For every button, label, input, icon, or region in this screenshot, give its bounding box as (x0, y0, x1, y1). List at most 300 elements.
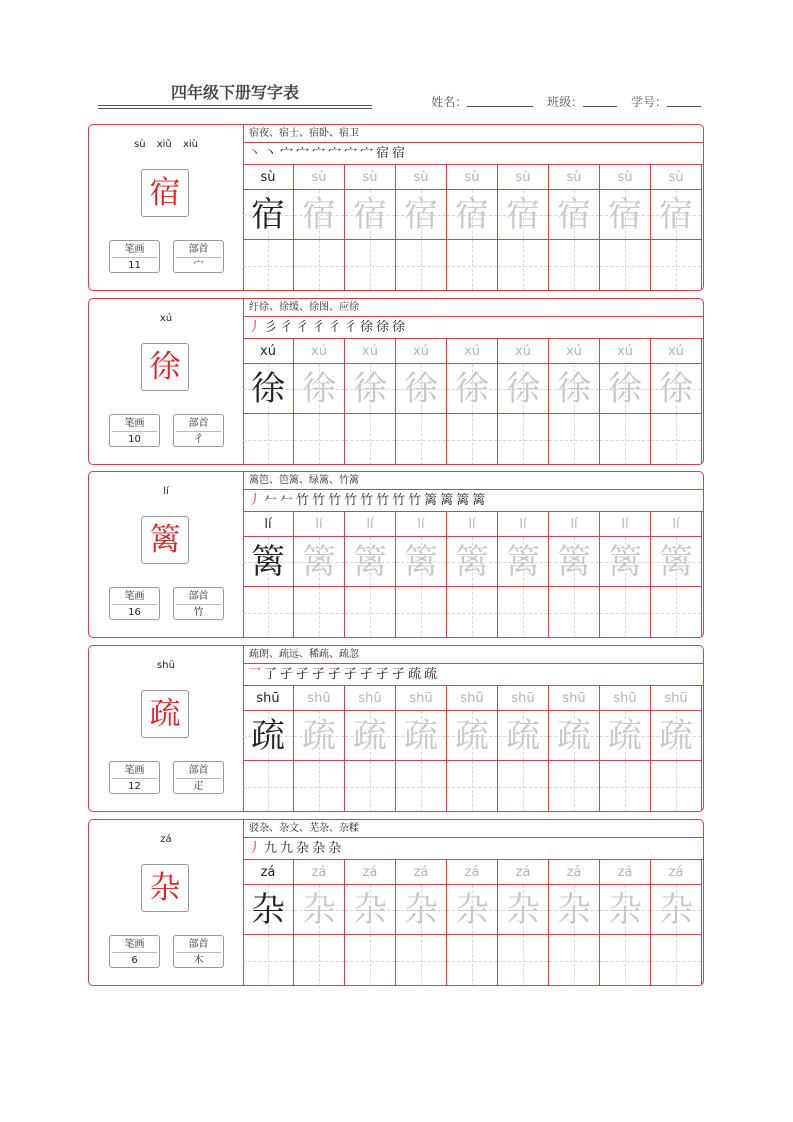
tracing-character: 篱 (608, 542, 642, 582)
tracing-cell[interactable] (345, 711, 396, 761)
writing-cell[interactable] (294, 587, 345, 638)
tracing-character: 篱 (506, 542, 540, 582)
example-words: 宿夜、宿士、宿卧、宿卫 (243, 125, 704, 143)
stroke-order-step: 宀 (280, 146, 294, 161)
tracing-cell[interactable] (600, 885, 651, 935)
tracing-character: 徐 (251, 369, 285, 409)
tracing-cell[interactable] (498, 190, 549, 240)
pinyin-cell[interactable] (294, 339, 345, 364)
character-card (88, 298, 704, 465)
pinyin-text: sù (668, 170, 684, 185)
writing-cell[interactable] (498, 935, 549, 986)
tracing-cell[interactable] (651, 364, 702, 414)
pinyin-cell[interactable] (549, 165, 600, 190)
stroke-count-label: 笔画 (124, 244, 145, 255)
tracing-cell[interactable] (294, 364, 345, 414)
pinyin-text: lí (621, 517, 629, 532)
stroke-order-step: 徐 (376, 320, 390, 335)
stroke-count-value: 12 (128, 781, 141, 792)
character-info-panel (89, 472, 244, 637)
pinyin-text: lí (264, 517, 272, 532)
tracing-character: 疏 (659, 716, 693, 756)
writing-cell[interactable] (294, 240, 345, 291)
writing-cell[interactable] (447, 414, 498, 465)
tracing-cell[interactable] (549, 190, 600, 240)
model-character: 宿 (141, 169, 189, 217)
tracing-cell[interactable] (447, 537, 498, 587)
pinyin-cell[interactable] (396, 339, 447, 364)
pinyin-cell[interactable] (651, 860, 702, 885)
pinyin-text: shū (460, 691, 484, 706)
tracing-cell[interactable] (345, 190, 396, 240)
writing-cell[interactable] (396, 587, 447, 638)
stroke-order-step: 乛 (248, 667, 262, 682)
tracing-character: 徐 (455, 369, 489, 409)
pinyin-text: shū (613, 691, 637, 706)
stroke-count-value: 11 (128, 260, 141, 271)
pinyin-text: zá (464, 865, 480, 880)
writing-cell[interactable] (600, 935, 651, 986)
tracing-cell[interactable] (447, 711, 498, 761)
pinyin-cell[interactable] (651, 512, 702, 537)
pinyin-cell[interactable] (396, 512, 447, 537)
writing-cell[interactable] (447, 240, 498, 291)
tracing-character: 杂 (506, 890, 540, 930)
pinyin-text: sù (617, 170, 633, 185)
character-info-panel (89, 299, 244, 464)
pinyin-readings: shū (157, 660, 175, 671)
stroke-order-row (243, 490, 704, 512)
title-underline (98, 105, 372, 106)
tracing-cell[interactable] (294, 885, 345, 935)
stroke-order-step: 彳 (344, 320, 358, 335)
tracing-cell[interactable] (396, 190, 447, 240)
page-title (98, 82, 372, 110)
tracing-cell[interactable] (600, 711, 651, 761)
stroke-order-step: 九 (264, 841, 278, 856)
pinyin-cell[interactable] (243, 165, 294, 190)
pinyin-cell[interactable] (447, 165, 498, 190)
writing-cell[interactable] (294, 414, 345, 465)
practice-panel (243, 125, 704, 290)
example-words: 纡徐、徐缓、徐图、应徐 (243, 299, 704, 317)
tracing-character: 宿 (557, 195, 591, 235)
stroke-order-row (243, 143, 704, 165)
tracing-cell[interactable] (243, 190, 294, 240)
model-character: 徐 (141, 343, 189, 391)
pinyin-text: lí (570, 517, 578, 532)
stroke-order-step: 丿 (248, 841, 262, 856)
pinyin-cell[interactable] (651, 165, 702, 190)
tracing-cell[interactable] (345, 885, 396, 935)
radical-box (173, 587, 224, 620)
writing-cell[interactable] (600, 761, 651, 812)
tracing-character: 杂 (557, 890, 591, 930)
stroke-order-step: 疏 (408, 667, 422, 682)
tracing-character: 宿 (506, 195, 540, 235)
stroke-count-value: 6 (131, 955, 138, 966)
stroke-order-step: 九 (280, 841, 294, 856)
pinyin-text: lí (519, 517, 527, 532)
stroke-order-step: 彳 (312, 320, 326, 335)
tracing-character: 疏 (251, 716, 285, 756)
tracing-character: 篱 (659, 542, 693, 582)
tracing-character: 篱 (404, 542, 438, 582)
pinyin-cell[interactable] (447, 339, 498, 364)
pinyin-cell[interactable] (549, 860, 600, 885)
class-field[interactable] (583, 96, 617, 107)
writing-cell[interactable] (600, 414, 651, 465)
pinyin-cell[interactable] (600, 512, 651, 537)
radical-value: 宀 (193, 260, 204, 271)
tracing-character: 疏 (506, 716, 540, 756)
tracing-character: 篱 (302, 542, 336, 582)
writing-cell[interactable] (651, 240, 702, 291)
radical-label: 部首 (188, 418, 209, 429)
stroke-order-step: 孑 (376, 667, 390, 682)
pinyin-cell[interactable] (498, 165, 549, 190)
pinyin-text: lí (468, 517, 476, 532)
tracing-cell[interactable] (243, 364, 294, 414)
pinyin-text: sù (566, 170, 582, 185)
pinyin-cell[interactable] (498, 686, 549, 711)
tracing-cell[interactable] (396, 711, 447, 761)
stroke-order-step: 宀 (296, 146, 310, 161)
tracing-character: 篱 (353, 542, 387, 582)
writing-cell[interactable] (498, 761, 549, 812)
pinyin-cell[interactable] (294, 686, 345, 711)
character-card (88, 645, 704, 812)
tracing-character: 疏 (302, 716, 336, 756)
pinyin-cell[interactable] (396, 860, 447, 885)
pinyin-text: zá (617, 865, 633, 880)
tracing-character: 徐 (506, 369, 540, 409)
writing-cell[interactable] (447, 935, 498, 986)
example-words: 篱笆、笆篱、绿篱、竹篱 (243, 472, 704, 490)
tracing-character: 杂 (251, 890, 285, 930)
pinyin-cell[interactable] (345, 686, 396, 711)
tracing-cell[interactable] (243, 885, 294, 935)
example-words: 疏朗、疏远、稀疏、疏忽 (243, 646, 704, 664)
writing-cell[interactable] (498, 414, 549, 465)
tracing-character: 杂 (404, 890, 438, 930)
stroke-order-step: 杂 (328, 841, 342, 856)
writing-cell[interactable] (345, 761, 396, 812)
pinyin-cell[interactable] (294, 860, 345, 885)
pinyin-cell[interactable] (651, 339, 702, 364)
pinyin-text: xú (413, 344, 429, 359)
pinyin-readings: sù xiǔ xiù (134, 139, 198, 150)
stroke-order-step: 徐 (360, 320, 374, 335)
pinyin-text: shū (307, 691, 331, 706)
stroke-order-step: 丿 (248, 493, 262, 508)
practice-grid (243, 165, 704, 291)
pinyin-text: lí (672, 517, 680, 532)
tracing-cell[interactable] (498, 537, 549, 587)
writing-cell[interactable] (294, 935, 345, 986)
tracing-cell[interactable] (600, 537, 651, 587)
writing-cell[interactable] (498, 587, 549, 638)
radical-label: 部首 (188, 939, 209, 950)
tracing-character: 篱 (455, 542, 489, 582)
writing-cell[interactable] (651, 935, 702, 986)
writing-cell[interactable] (447, 761, 498, 812)
pinyin-cell[interactable] (498, 512, 549, 537)
pinyin-text: zá (515, 865, 531, 880)
stroke-order-step: 孑 (280, 667, 294, 682)
stroke-order-step: 宿 (392, 146, 406, 161)
writing-cell[interactable] (396, 935, 447, 986)
pinyin-text: sù (311, 170, 327, 185)
pinyin-cell[interactable] (498, 860, 549, 885)
tracing-character: 徐 (353, 369, 387, 409)
writing-cell[interactable] (345, 240, 396, 291)
stroke-count-box (109, 240, 160, 273)
pinyin-cell[interactable] (243, 686, 294, 711)
name-field[interactable] (467, 96, 533, 107)
pinyin-cell[interactable] (294, 512, 345, 537)
radical-value: 木 (193, 955, 204, 966)
tracing-character: 徐 (659, 369, 693, 409)
tracing-cell[interactable] (294, 711, 345, 761)
pinyin-cell[interactable] (549, 686, 600, 711)
stroke-order-step: 孑 (296, 667, 310, 682)
tracing-character: 宿 (404, 195, 438, 235)
tracing-cell[interactable] (651, 711, 702, 761)
tracing-cell[interactable] (447, 885, 498, 935)
stroke-order-step: 丿 (248, 320, 262, 335)
pinyin-cell[interactable] (549, 512, 600, 537)
tracing-character: 杂 (302, 890, 336, 930)
tracing-cell[interactable] (600, 364, 651, 414)
character-card (88, 471, 704, 638)
pinyin-text: shū (358, 691, 382, 706)
stroke-order-step: 杂 (296, 841, 310, 856)
pinyin-cell[interactable] (294, 165, 345, 190)
tracing-character: 篱 (251, 542, 285, 582)
writing-cell[interactable] (651, 761, 702, 812)
pinyin-cell[interactable] (345, 339, 396, 364)
writing-cell[interactable] (243, 414, 294, 465)
tracing-character: 杂 (608, 890, 642, 930)
stroke-order-step: 孑 (344, 667, 358, 682)
stroke-order-step: 宀 (344, 146, 358, 161)
writing-cell[interactable] (651, 587, 702, 638)
pinyin-text: sù (362, 170, 378, 185)
writing-cell[interactable] (498, 240, 549, 291)
tracing-character: 疏 (557, 716, 591, 756)
model-character: 篱 (141, 516, 189, 564)
pinyin-cell[interactable] (345, 860, 396, 885)
pinyin-text: xú (362, 344, 378, 359)
writing-cell[interactable] (243, 935, 294, 986)
writing-cell[interactable] (549, 935, 600, 986)
stroke-count-label: 笔画 (124, 418, 145, 429)
pinyin-cell[interactable] (600, 860, 651, 885)
tracing-cell[interactable] (447, 190, 498, 240)
stroke-order-step: 竹 (312, 493, 326, 508)
writing-cell[interactable] (549, 761, 600, 812)
stroke-order-step: 孑 (312, 667, 326, 682)
tracing-cell[interactable] (498, 364, 549, 414)
writing-cell[interactable] (345, 587, 396, 638)
tracing-cell[interactable] (549, 711, 600, 761)
tracing-character: 疏 (353, 716, 387, 756)
pinyin-cell[interactable] (498, 339, 549, 364)
pinyin-text: xú (515, 344, 531, 359)
writing-cell[interactable] (243, 761, 294, 812)
tracing-cell[interactable] (243, 711, 294, 761)
tracing-cell[interactable] (651, 537, 702, 587)
stroke-order-step: 竹 (408, 493, 422, 508)
pinyin-text: xú (668, 344, 684, 359)
tracing-character: 疏 (404, 716, 438, 756)
stroke-count-label: 笔画 (124, 591, 145, 602)
stroke-order-step: 𠂉 (264, 493, 278, 508)
tracing-cell[interactable] (498, 711, 549, 761)
writing-cell[interactable] (549, 240, 600, 291)
stroke-count-box (109, 414, 160, 447)
pinyin-text: shū (256, 691, 280, 706)
number-label: 学号： (630, 95, 667, 109)
title-underline-2 (98, 108, 372, 109)
pinyin-cell[interactable] (651, 686, 702, 711)
tracing-cell[interactable] (498, 885, 549, 935)
tracing-cell[interactable] (651, 190, 702, 240)
tracing-cell[interactable] (651, 885, 702, 935)
pinyin-cell[interactable] (549, 339, 600, 364)
writing-cell[interactable] (600, 587, 651, 638)
pinyin-cell[interactable] (243, 512, 294, 537)
pinyin-cell[interactable] (396, 165, 447, 190)
tracing-cell[interactable] (549, 537, 600, 587)
practice-grid (243, 686, 704, 812)
tracing-cell[interactable] (447, 364, 498, 414)
pinyin-text: shū (562, 691, 586, 706)
tracing-cell[interactable] (345, 537, 396, 587)
model-character: 杂 (141, 864, 189, 912)
pinyin-cell[interactable] (396, 686, 447, 711)
stroke-order-step: 竹 (328, 493, 342, 508)
tracing-cell[interactable] (396, 537, 447, 587)
writing-cell[interactable] (396, 240, 447, 291)
pinyin-cell[interactable] (447, 686, 498, 711)
pinyin-text: zá (362, 865, 378, 880)
pinyin-cell[interactable] (345, 165, 396, 190)
writing-cell[interactable] (345, 414, 396, 465)
pinyin-text: sù (413, 170, 429, 185)
stroke-order-step: 彳 (280, 320, 294, 335)
character-info-panel (89, 820, 244, 985)
radical-box (173, 935, 224, 968)
example-words: 驳杂、杂文、芜杂、杂糅 (243, 820, 704, 838)
page-title-text: 四年级下册写字表 (170, 83, 299, 102)
stroke-count-label: 笔画 (124, 765, 145, 776)
stroke-order-step: 篱 (456, 493, 470, 508)
stroke-order-step: 宿 (376, 146, 390, 161)
class-label: 班级： (547, 95, 584, 109)
tracing-character: 篱 (557, 542, 591, 582)
pinyin-cell[interactable] (600, 339, 651, 364)
writing-cell[interactable] (600, 240, 651, 291)
tracing-cell[interactable] (600, 190, 651, 240)
pinyin-text: zá (260, 865, 276, 880)
stroke-order-step: 疏 (424, 667, 438, 682)
writing-cell[interactable] (549, 414, 600, 465)
stroke-order-step: 竹 (344, 493, 358, 508)
model-character: 疏 (141, 690, 189, 738)
tracing-cell[interactable] (549, 885, 600, 935)
pinyin-text: xú (617, 344, 633, 359)
writing-cell[interactable] (447, 587, 498, 638)
radical-label: 部首 (188, 765, 209, 776)
pinyin-cell[interactable] (447, 512, 498, 537)
stroke-order-step: 丶 (248, 146, 262, 161)
writing-cell[interactable] (396, 761, 447, 812)
tracing-character: 杂 (455, 890, 489, 930)
pinyin-text: shū (664, 691, 688, 706)
writing-cell[interactable] (549, 587, 600, 638)
pinyin-cell[interactable] (600, 686, 651, 711)
writing-cell[interactable] (396, 414, 447, 465)
stroke-order-row (243, 317, 704, 339)
stroke-order-step: 宀 (360, 146, 374, 161)
stroke-order-step: 孑 (328, 667, 342, 682)
tracing-character: 宿 (455, 195, 489, 235)
pinyin-cell[interactable] (600, 165, 651, 190)
tracing-character: 徐 (302, 369, 336, 409)
radical-value: 竹 (193, 607, 204, 618)
stroke-order-step: 𠂉 (280, 493, 294, 508)
practice-panel (243, 472, 704, 637)
tracing-cell[interactable] (294, 537, 345, 587)
tracing-cell[interactable] (549, 364, 600, 414)
practice-panel (243, 820, 704, 985)
stroke-count-value: 16 (128, 607, 141, 618)
pinyin-text: sù (260, 170, 276, 185)
stroke-order-row (243, 838, 704, 860)
writing-cell[interactable] (651, 414, 702, 465)
writing-cell[interactable] (243, 587, 294, 638)
pinyin-text: lí (366, 517, 374, 532)
tracing-cell[interactable] (294, 190, 345, 240)
pinyin-cell[interactable] (447, 860, 498, 885)
stroke-count-box (109, 587, 160, 620)
tracing-character: 疏 (455, 716, 489, 756)
writing-cell[interactable] (243, 240, 294, 291)
stroke-order-step: 竹 (392, 493, 406, 508)
name-label: 姓名： (431, 95, 468, 109)
pinyin-cell[interactable] (243, 860, 294, 885)
stroke-order-step: 徐 (392, 320, 406, 335)
tracing-character: 徐 (608, 369, 642, 409)
tracing-cell[interactable] (345, 364, 396, 414)
writing-cell[interactable] (294, 761, 345, 812)
pinyin-cell[interactable] (243, 339, 294, 364)
pinyin-text: zá (311, 865, 327, 880)
writing-cell[interactable] (345, 935, 396, 986)
radical-label: 部首 (188, 244, 209, 255)
tracing-cell[interactable] (396, 364, 447, 414)
tracing-cell[interactable] (396, 885, 447, 935)
number-field[interactable] (667, 96, 701, 107)
stroke-order-row (243, 664, 704, 686)
pinyin-cell[interactable] (345, 512, 396, 537)
tracing-character: 杂 (353, 890, 387, 930)
stroke-order-step: 竹 (376, 493, 390, 508)
stroke-count-value: 10 (128, 434, 141, 445)
tracing-cell[interactable] (243, 537, 294, 587)
